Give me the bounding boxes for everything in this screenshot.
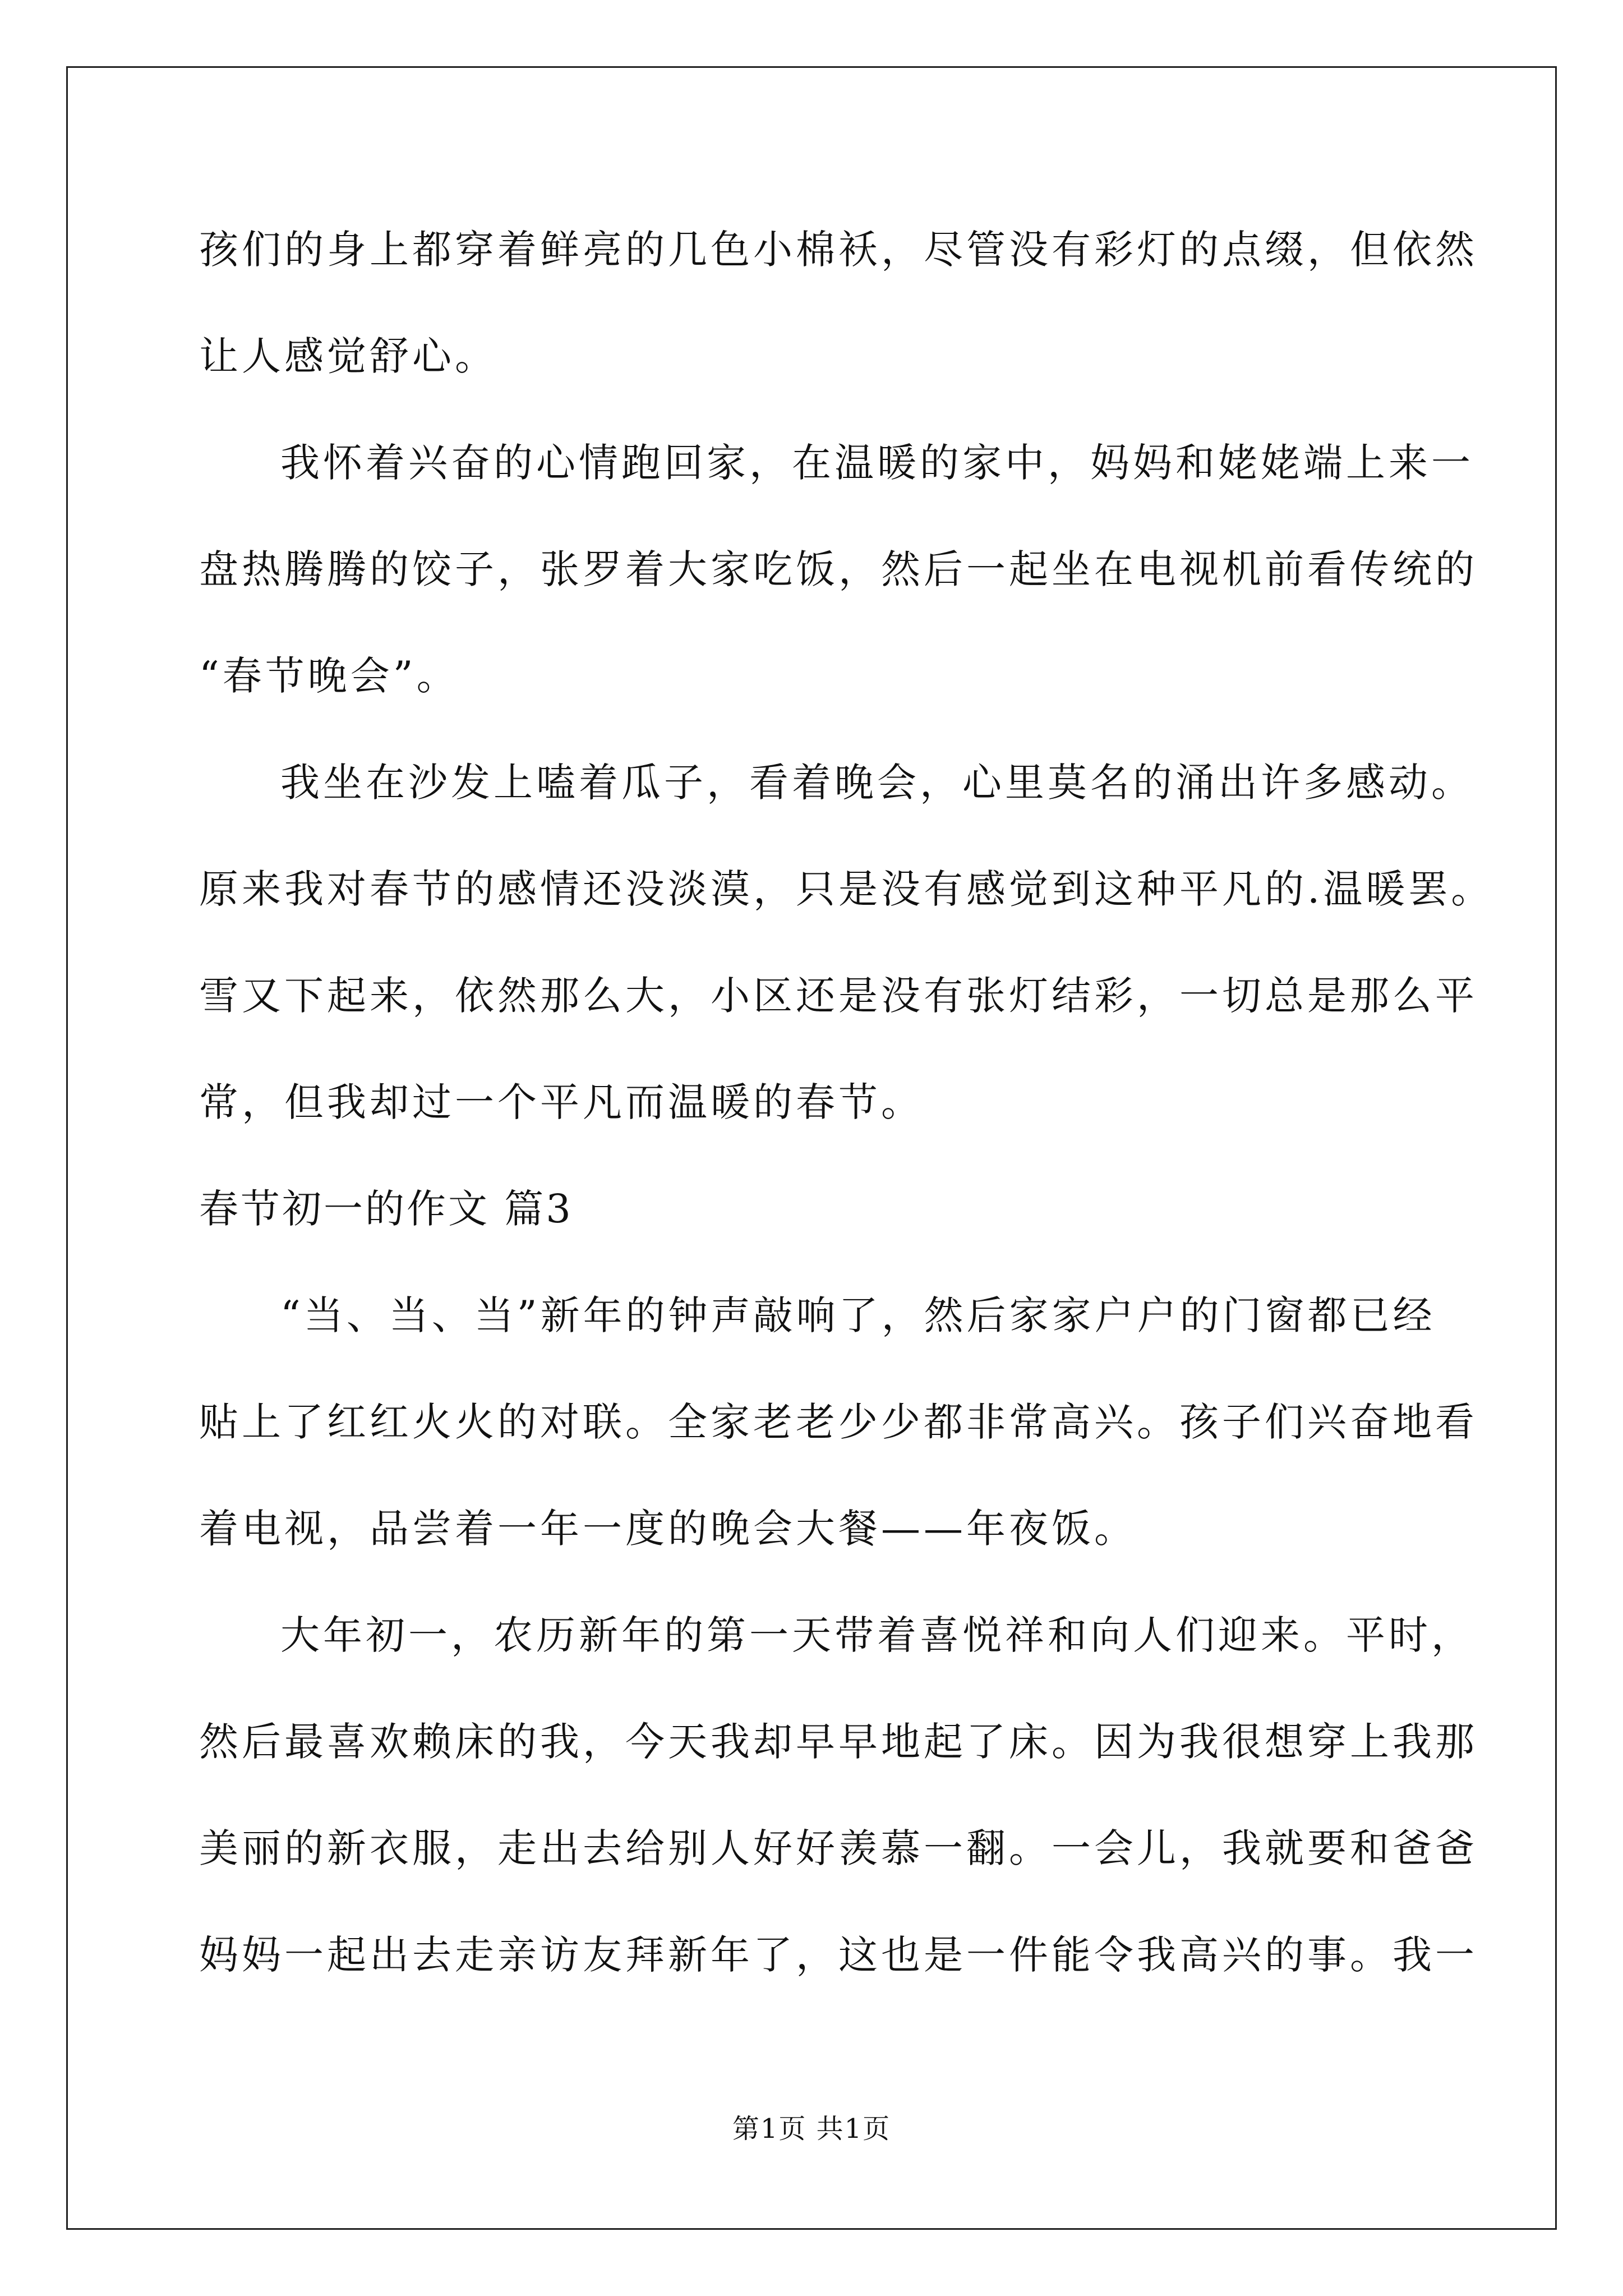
body-line: 大年初一，农历新年的第一天带着喜悦祥和向人们迎来。平时， [280, 1612, 1474, 1658]
body-line: 然后最喜欢赖床的我，今天我却早早地起了床。因为我很想穿上我那 [199, 1719, 1478, 1765]
body-line: 美丽的新衣服，走出去给别人好好羡慕一翻。一会儿，我就要和爸爸 [199, 1825, 1478, 1871]
body-line: 雪又下起来，依然那么大，小区还是没有张灯结彩，一切总是那么平 [199, 973, 1478, 1019]
body-line: 盘热腾腾的饺子，张罗着大家吃饭，然后一起坐在电视机前看传统的 [199, 546, 1478, 592]
body-line: 孩们的身上都穿着鲜亮的几色小棉袄，尽管没有彩灯的点缀，但依然 [199, 227, 1478, 273]
body-line: 着电视，品尝着一年一度的晚会大餐——年夜饭。 [199, 1506, 1137, 1552]
body-line: 常，但我却过一个平凡而温暖的春节。 [199, 1079, 924, 1125]
section-heading: 春节初一的作文 篇3 [199, 1186, 573, 1232]
body-line: “春节晚会”。 [199, 653, 459, 699]
body-line: 原来我对春节的感情还没淡漠，只是没有感觉到这种平凡的.温暖罢。 [199, 866, 1494, 912]
body-line: 我坐在沙发上嗑着瓜子，看着晚会，心里莫名的涌出许多感动。 [280, 760, 1474, 806]
body-line: 我怀着兴奋的心情跑回家，在温暖的家中，妈妈和姥姥端上来一 [280, 440, 1474, 486]
body-line: 妈妈一起出去走亲访友拜新年了，这也是一件能令我高兴的事。我一 [199, 1932, 1478, 1978]
page-footer: 第1页 共1页 [732, 2113, 891, 2145]
page-border [66, 66, 1557, 2230]
body-line: “当、当、当”新年的钟声敲响了，然后家家户户的门窗都已经 [280, 1292, 1436, 1338]
body-line: 让人感觉舒心。 [199, 333, 497, 379]
body-line: 贴上了红红火火的对联。全家老老少少都非常高兴。孩子们兴奋地看 [199, 1399, 1478, 1445]
